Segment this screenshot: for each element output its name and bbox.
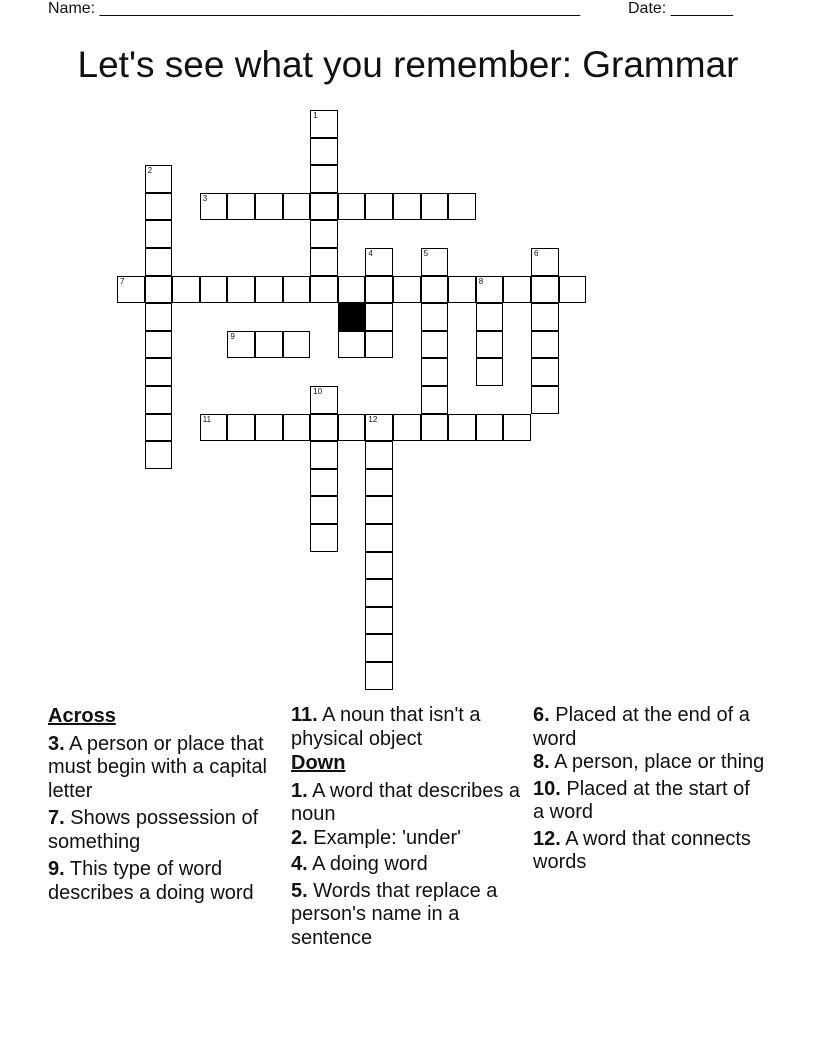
grid-cell[interactable] [283, 276, 311, 304]
grid-cell[interactable] [145, 358, 173, 386]
clue-number: 5 [423, 249, 429, 258]
name-field: Name: ______________________________________________________ [48, 0, 581, 17]
grid-cell[interactable] [310, 441, 338, 469]
grid-cell[interactable] [310, 138, 338, 166]
grid-cell[interactable] [145, 414, 173, 442]
grid-cell[interactable] [310, 165, 338, 193]
grid-cell[interactable] [227, 331, 255, 359]
grid-cell[interactable] [310, 193, 338, 221]
clue-number: 10 [313, 387, 323, 396]
date-field: Date: _______ [628, 0, 733, 17]
clues-column-3 [533, 704, 765, 875]
grid-cell[interactable] [365, 193, 393, 221]
grid-cell[interactable] [365, 634, 393, 662]
clue-down-2: 2. Example: 'under' [291, 826, 461, 849]
page-title: Let's see what you remember: Grammar [77, 44, 739, 85]
grid-cell[interactable] [283, 414, 311, 442]
grid-cell[interactable] [531, 303, 559, 331]
grid-cell[interactable] [531, 276, 559, 304]
grid-cell[interactable] [310, 110, 338, 138]
grid-cell[interactable] [476, 358, 504, 386]
grid-cell[interactable] [145, 165, 173, 193]
grid-cell[interactable] [531, 248, 559, 276]
grid-cell[interactable] [310, 414, 338, 442]
grid-cell[interactable] [172, 276, 200, 304]
grid-cell[interactable] [448, 414, 476, 442]
clue-number: 8 [478, 276, 484, 286]
grid-cell[interactable] [503, 276, 531, 304]
clue-number: 11 [202, 414, 212, 424]
grid-cell[interactable] [393, 414, 421, 442]
grid-cell[interactable] [310, 469, 338, 497]
grid-cell[interactable] [338, 276, 366, 304]
grid-cell[interactable] [227, 276, 255, 304]
grid-cell[interactable] [200, 193, 228, 221]
grid-cell[interactable] [503, 414, 531, 442]
grid-cell[interactable] [117, 276, 145, 304]
grid-cell[interactable] [531, 358, 559, 386]
grid-cell[interactable] [227, 193, 255, 221]
grid-cell[interactable] [365, 524, 393, 552]
grid-cell[interactable] [283, 331, 311, 359]
grid-cell[interactable] [145, 441, 173, 469]
clue-across-3: 3. A person or place that must begin with a capital letter [48, 732, 268, 802]
grid-cell[interactable] [559, 276, 587, 304]
grid-cell[interactable] [531, 386, 559, 414]
grid-cell[interactable] [310, 524, 338, 552]
grid-cell[interactable] [421, 331, 449, 359]
clue-down-12: 12. A word that connects words [533, 827, 751, 873]
grid-cell[interactable] [255, 276, 283, 304]
clue-across-7: 7. Shows possession of something [48, 807, 259, 853]
grid-cell[interactable] [365, 579, 393, 607]
clue-number: 7 [120, 276, 125, 286]
grid-cell[interactable] [421, 386, 449, 414]
grid-cell[interactable] [365, 441, 393, 469]
grid-cell[interactable] [200, 276, 228, 304]
black-square [338, 303, 366, 331]
clue-number: 6 [534, 249, 539, 258]
grid-cell[interactable] [145, 303, 173, 331]
grid-cell[interactable] [421, 303, 449, 331]
grid-cell[interactable] [338, 414, 366, 442]
clues-column-2 [291, 704, 523, 950]
grid-cell[interactable] [338, 193, 366, 221]
grid-cell[interactable] [283, 193, 311, 221]
clue-number: 1 [313, 111, 318, 120]
grid-cell[interactable] [365, 469, 393, 497]
clues-column-1 [48, 704, 280, 905]
grid-cell[interactable] [145, 386, 173, 414]
clue-down-8: 8. A person, place or thing [533, 751, 765, 773]
grid-cell[interactable] [365, 662, 393, 690]
grid-cell[interactable] [255, 414, 283, 442]
grid-cell[interactable] [531, 331, 559, 359]
grid-cell[interactable] [365, 496, 393, 524]
grid-cell[interactable] [227, 414, 255, 442]
grid-cell[interactable] [310, 496, 338, 524]
clue-across-11: 11. A noun that isn't a physical object [291, 704, 481, 750]
grid-cell[interactable] [365, 607, 393, 635]
grid-cell[interactable] [255, 193, 283, 221]
grid-cell[interactable] [145, 220, 173, 248]
grid-cell[interactable] [310, 248, 338, 276]
across-heading: Across [48, 705, 116, 727]
clue-number: 4 [368, 249, 373, 258]
grid-cell[interactable] [448, 193, 476, 221]
grid-cell[interactable] [421, 193, 449, 221]
down-heading: Down [291, 752, 346, 774]
grid-cell[interactable] [338, 331, 366, 359]
grid-cell[interactable] [145, 276, 173, 304]
grid-cell[interactable] [421, 358, 449, 386]
clue-across-9: 9. This type of word describes a doing word [48, 858, 254, 904]
grid-cell[interactable] [421, 414, 449, 442]
grid-cell[interactable] [310, 220, 338, 248]
grid-cell[interactable] [476, 303, 504, 331]
grid-cell[interactable] [145, 331, 173, 359]
grid-cell[interactable] [448, 276, 476, 304]
grid-cell[interactable] [476, 331, 504, 359]
grid-cell[interactable] [145, 193, 173, 221]
grid-cell[interactable] [393, 193, 421, 221]
grid-cell[interactable] [310, 386, 338, 414]
grid-cell[interactable] [200, 414, 228, 442]
grid-cell[interactable] [365, 303, 393, 331]
clue-down-4: 4. A doing word [291, 853, 428, 875]
grid-cell[interactable] [365, 552, 393, 580]
grid-cell[interactable] [365, 414, 393, 442]
grid-cell[interactable] [255, 331, 283, 359]
clue-down-5: 5. Words that replace a person's name in a sentence [291, 879, 498, 949]
grid-cell[interactable] [365, 248, 393, 276]
clue-number: 2 [147, 166, 153, 176]
grid-cell[interactable] [393, 276, 421, 304]
clue-down-1: 1. A word that describes a noun [291, 779, 521, 825]
grid-cell[interactable] [421, 276, 449, 304]
grid-cell[interactable] [145, 248, 173, 276]
grid-cell[interactable] [365, 276, 393, 304]
grid-cell[interactable] [365, 331, 393, 359]
clue-number: 3 [202, 193, 208, 203]
grid-cell[interactable] [476, 414, 504, 442]
clue-number: 9 [230, 331, 235, 341]
clue-number: 12 [368, 414, 378, 424]
grid-cell[interactable] [476, 276, 504, 304]
clue-down-10: 10. Placed at the start of a word [533, 777, 750, 823]
clue-down-6: 6. Placed at the end of a word [533, 704, 750, 750]
grid-cell[interactable] [310, 276, 338, 304]
grid-cell[interactable] [421, 248, 449, 276]
